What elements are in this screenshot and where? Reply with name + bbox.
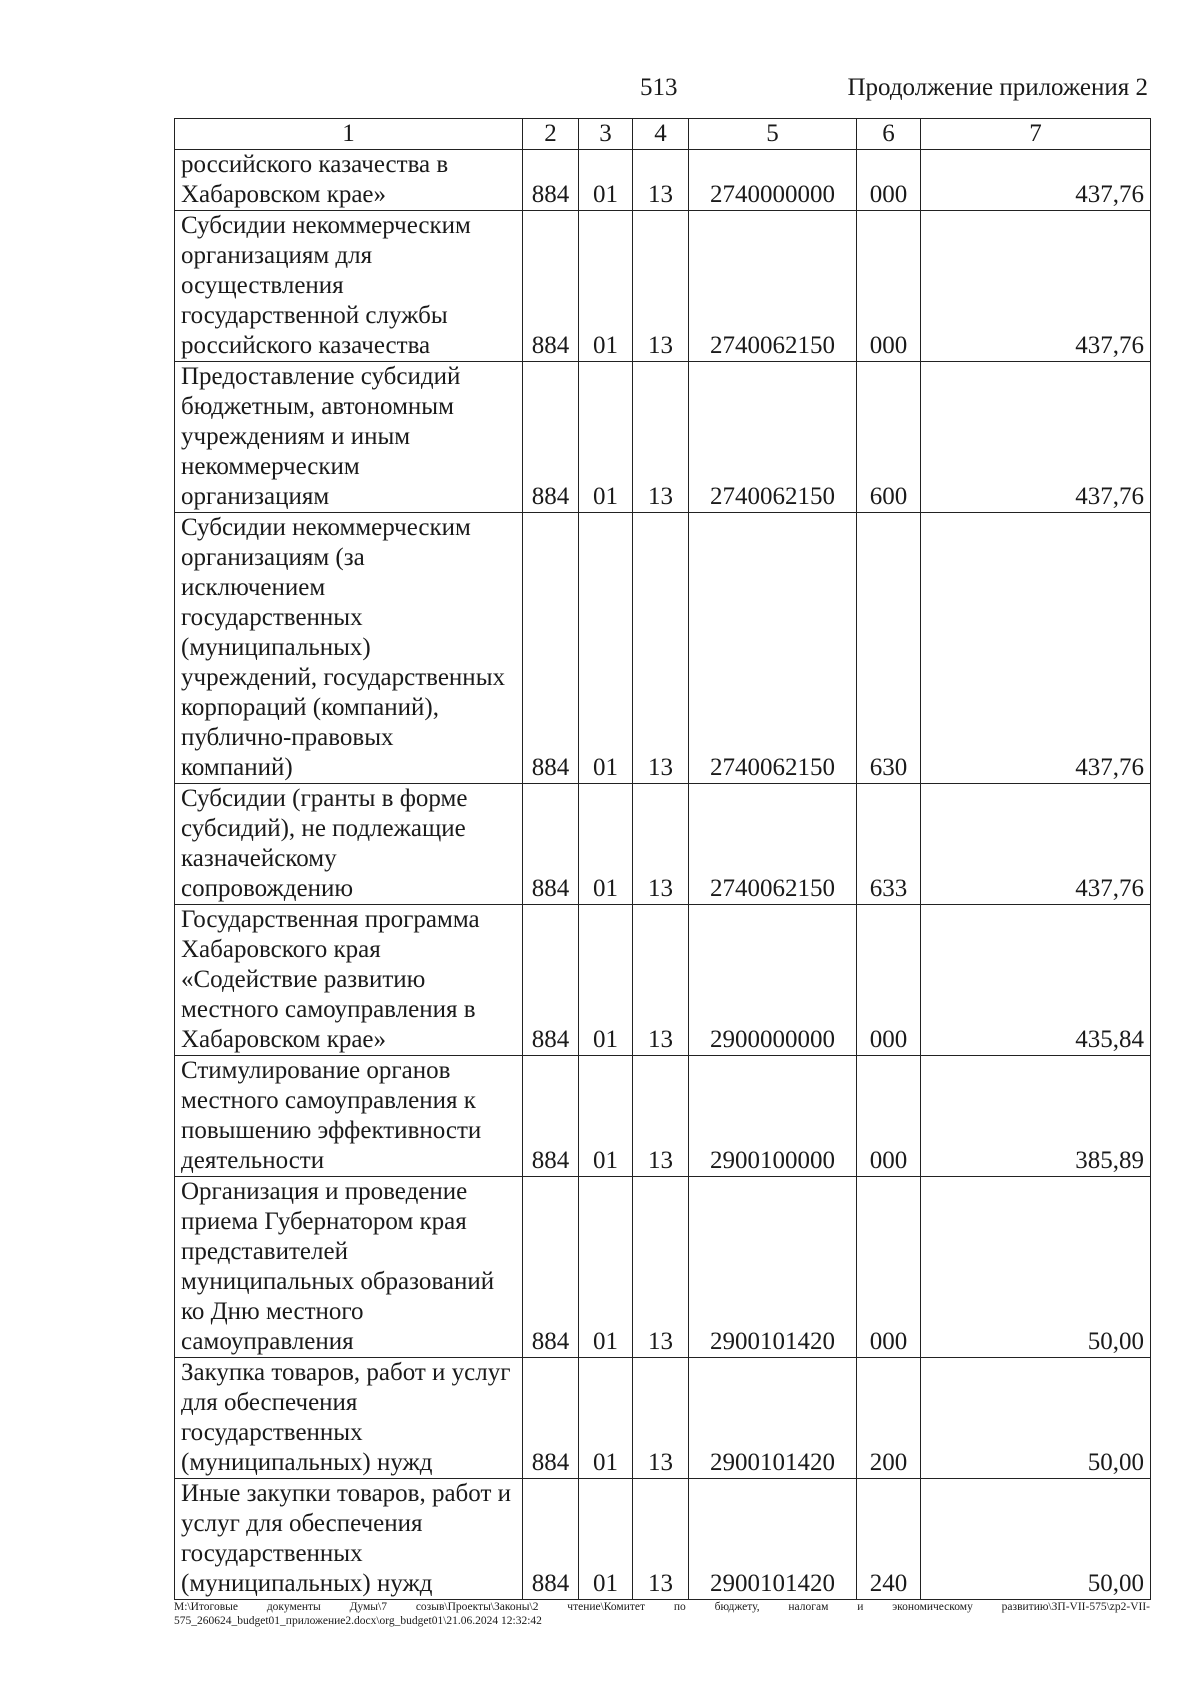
expense-type-cell: 200 bbox=[857, 1358, 921, 1479]
expense-type-cell: 000 bbox=[857, 150, 921, 211]
target-article-cell: 2900101420 bbox=[689, 1177, 857, 1358]
column-header-1: 1 bbox=[175, 119, 523, 150]
amount-cell: 437,76 bbox=[921, 513, 1151, 784]
target-article-cell: 2740000000 bbox=[689, 150, 857, 211]
table-row bbox=[175, 211, 1151, 362]
row-name-cell: Субсидии некоммерческим организациям для осуществления государственной службы российского казачества bbox=[175, 211, 523, 362]
table-header-row bbox=[175, 119, 1151, 150]
ministry-code-cell: 884 bbox=[523, 784, 579, 905]
table-row bbox=[175, 513, 1151, 784]
table-row bbox=[175, 1358, 1151, 1479]
column-header-6: 6 bbox=[857, 119, 921, 150]
table-row bbox=[175, 1479, 1151, 1600]
expense-type-cell: 240 bbox=[857, 1479, 921, 1600]
target-article-cell: 2900100000 bbox=[689, 1056, 857, 1177]
expense-type-cell: 000 bbox=[857, 211, 921, 362]
row-name-cell: Субсидии (гранты в форме субсидий), не подлежащие казначейскому сопровождению bbox=[175, 784, 523, 905]
section-code-cell: 01 bbox=[579, 784, 633, 905]
subsection-code-cell: 13 bbox=[633, 150, 689, 211]
amount-cell: 435,84 bbox=[921, 905, 1151, 1056]
subsection-code-cell: 13 bbox=[633, 784, 689, 905]
footer-file-path: М:\Итоговые документы Думы\7 созыв\Проекты\Законы\2 чтение\Комитет по бюджету, налогам и экономическому развитию\ЗП-VII-575\zp2-VII-575_260624_budget01_приложение2.docx\org_budget01\21.06.2024 12:32:42 bbox=[174, 1601, 1150, 1627]
ministry-code-cell: 884 bbox=[523, 211, 579, 362]
section-code-cell: 01 bbox=[579, 1479, 633, 1600]
row-name-cell: Иные закупки товаров, работ и услуг для обеспечения государственных (муниципальных) нужд bbox=[175, 1479, 523, 1600]
row-name-cell: Субсидии некоммерческим организациям (за исключением государственных (муниципальных) учреждений, государственных корпораций (компаний), публично-правовых компаний) bbox=[175, 513, 523, 784]
row-name-cell: Организация и проведение приема Губернатором края представителей муниципальных образований ко Дню местного самоуправления bbox=[175, 1177, 523, 1358]
column-header-3: 3 bbox=[579, 119, 633, 150]
expense-type-cell: 630 bbox=[857, 513, 921, 784]
subsection-code-cell: 13 bbox=[633, 1177, 689, 1358]
target-article-cell: 2740062150 bbox=[689, 784, 857, 905]
row-name-cell: российского казачества в Хабаровском крае» bbox=[175, 150, 523, 211]
target-article-cell: 2900101420 bbox=[689, 1479, 857, 1600]
ministry-code-cell: 884 bbox=[523, 150, 579, 211]
amount-cell: 50,00 bbox=[921, 1358, 1151, 1479]
subsection-code-cell: 13 bbox=[633, 362, 689, 513]
ministry-code-cell: 884 bbox=[523, 1358, 579, 1479]
section-code-cell: 01 bbox=[579, 150, 633, 211]
expense-type-cell: 633 bbox=[857, 784, 921, 905]
row-name-cell: Закупка товаров, работ и услуг для обеспечения государственных (муниципальных) нужд bbox=[175, 1358, 523, 1479]
section-code-cell: 01 bbox=[579, 362, 633, 513]
row-name-cell: Стимулирование органов местного самоуправления к повышению эффективности деятельности bbox=[175, 1056, 523, 1177]
ministry-code-cell: 884 bbox=[523, 1177, 579, 1358]
expense-type-cell: 600 bbox=[857, 362, 921, 513]
target-article-cell: 2900000000 bbox=[689, 905, 857, 1056]
continuation-caption: Продолжение приложения 2 bbox=[847, 74, 1148, 101]
amount-cell: 437,76 bbox=[921, 784, 1151, 905]
page-number: 513 bbox=[640, 74, 678, 101]
ministry-code-cell: 884 bbox=[523, 362, 579, 513]
amount-cell: 437,76 bbox=[921, 211, 1151, 362]
row-name-cell: Предоставление субсидий бюджетным, автономным учреждениям и иным некоммерческим организациям bbox=[175, 362, 523, 513]
subsection-code-cell: 13 bbox=[633, 211, 689, 362]
ministry-code-cell: 884 bbox=[523, 905, 579, 1056]
budget-table bbox=[174, 118, 1151, 1600]
section-code-cell: 01 bbox=[579, 1056, 633, 1177]
table-row bbox=[175, 362, 1151, 513]
section-code-cell: 01 bbox=[579, 905, 633, 1056]
section-code-cell: 01 bbox=[579, 211, 633, 362]
subsection-code-cell: 13 bbox=[633, 1056, 689, 1177]
table-row bbox=[175, 150, 1151, 211]
amount-cell: 50,00 bbox=[921, 1479, 1151, 1600]
amount-cell: 437,76 bbox=[921, 150, 1151, 211]
target-article-cell: 2740062150 bbox=[689, 211, 857, 362]
column-header-4: 4 bbox=[633, 119, 689, 150]
ministry-code-cell: 884 bbox=[523, 513, 579, 784]
subsection-code-cell: 13 bbox=[633, 513, 689, 784]
section-code-cell: 01 bbox=[579, 513, 633, 784]
expense-type-cell: 000 bbox=[857, 1056, 921, 1177]
subsection-code-cell: 13 bbox=[633, 1358, 689, 1479]
table-row bbox=[175, 905, 1151, 1056]
subsection-code-cell: 13 bbox=[633, 905, 689, 1056]
amount-cell: 385,89 bbox=[921, 1056, 1151, 1177]
column-header-5: 5 bbox=[689, 119, 857, 150]
expense-type-cell: 000 bbox=[857, 905, 921, 1056]
subsection-code-cell: 13 bbox=[633, 1479, 689, 1600]
ministry-code-cell: 884 bbox=[523, 1479, 579, 1600]
amount-cell: 437,76 bbox=[921, 362, 1151, 513]
table-row bbox=[175, 1056, 1151, 1177]
amount-cell: 50,00 bbox=[921, 1177, 1151, 1358]
ministry-code-cell: 884 bbox=[523, 1056, 579, 1177]
row-name-cell: Государственная программа Хабаровского края «Содействие развитию местного самоуправления в Хабаровском крае» bbox=[175, 905, 523, 1056]
table-row bbox=[175, 1177, 1151, 1358]
section-code-cell: 01 bbox=[579, 1358, 633, 1479]
table-row bbox=[175, 784, 1151, 905]
target-article-cell: 2900101420 bbox=[689, 1358, 857, 1479]
section-code-cell: 01 bbox=[579, 1177, 633, 1358]
column-header-7: 7 bbox=[921, 119, 1151, 150]
target-article-cell: 2740062150 bbox=[689, 362, 857, 513]
column-header-2: 2 bbox=[523, 119, 579, 150]
target-article-cell: 2740062150 bbox=[689, 513, 857, 784]
expense-type-cell: 000 bbox=[857, 1177, 921, 1358]
table-body bbox=[175, 150, 1151, 1600]
